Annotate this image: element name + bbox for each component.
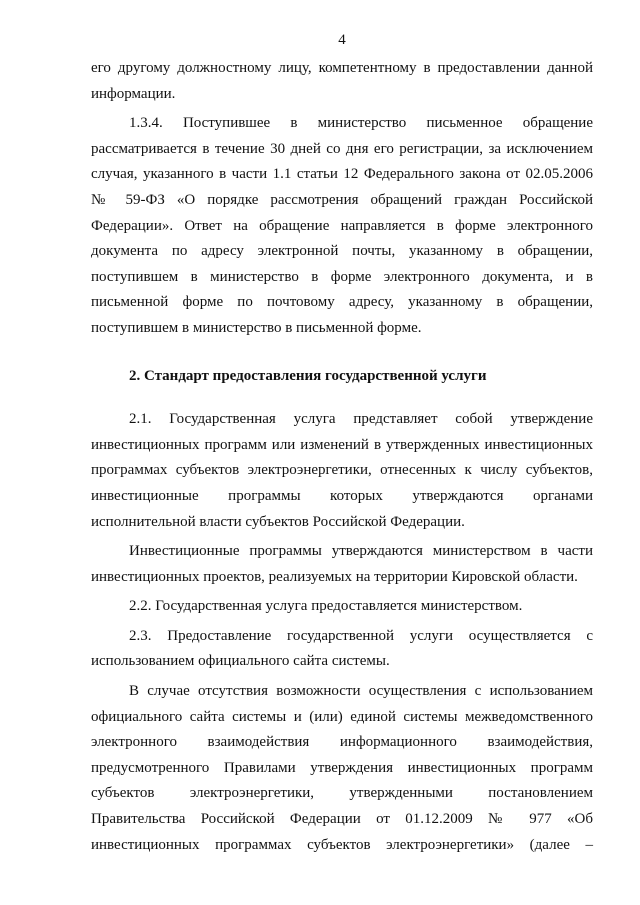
paragraph-continuation: его другому должностному лицу, компетентному в предоставлении данной информации. bbox=[91, 60, 593, 102]
paragraph-2-3: 2.3. Предоставление государственной услуги осуществляется с использованием официального сайта системы. bbox=[91, 627, 593, 670]
paragraph-absence-case: В случае отсутствия возможности осуществления с использованием официального сайта системы и (или) единой системы межведомственного электронного взаимодействия информационного взаимодействия, предусмотренного Правилами утверждения инвестиционных программ субъектов электроэнергетики, утвержденными постановлением Правительства Российской Федерации от 01.12.2009 № 977 «Об инвестиционных программах субъектов электроэнергетики» (далее – bbox=[91, 683, 593, 853]
page-number: 4 bbox=[338, 32, 346, 48]
paragraph-1-3-4: 1.3.4. Поступившее в министерство письменное обращение рассматривается в течение 30 дней со дня его регистрации, за исключением случая, указанного в части 1.1 статьи 12 Федерального закона от 02.05.2006 № 59-ФЗ «О порядке рассмотрения обращений граждан Российской Федерации». Ответ на обращение направляется в форме электронного документа по адресу электронной почты, указанному в обращении, поступившем в министерство в форме электронного документа, и в письменной форме по почтовому адресу, указанному в обращении, поступившем в министерство в письменной форме. bbox=[91, 115, 593, 336]
paragraph-investment-programs: Инвестиционные программы утверждаются министерством в части инвестиционных проектов, реализуемых на территории Кировской области. bbox=[91, 543, 593, 585]
document-page bbox=[91, 0, 593, 905]
paragraph-2-1: 2.1. Государственная услуга представляет собой утверждение инвестиционных программ или изменений в утвержденных инвестиционных программах субъектов электроэнергетики, отнесенных к числу субъектов, инвестиционные программы которых утверждаются органами исполнительной власти субъектов Российской Федерации. bbox=[91, 411, 593, 530]
paragraph-2-2: 2.2. Государственная услуга предоставляется министерством. bbox=[129, 598, 523, 615]
document-body bbox=[91, 56, 593, 858]
section-heading: 2. Стандарт предоставления государственной услуги bbox=[129, 367, 487, 384]
